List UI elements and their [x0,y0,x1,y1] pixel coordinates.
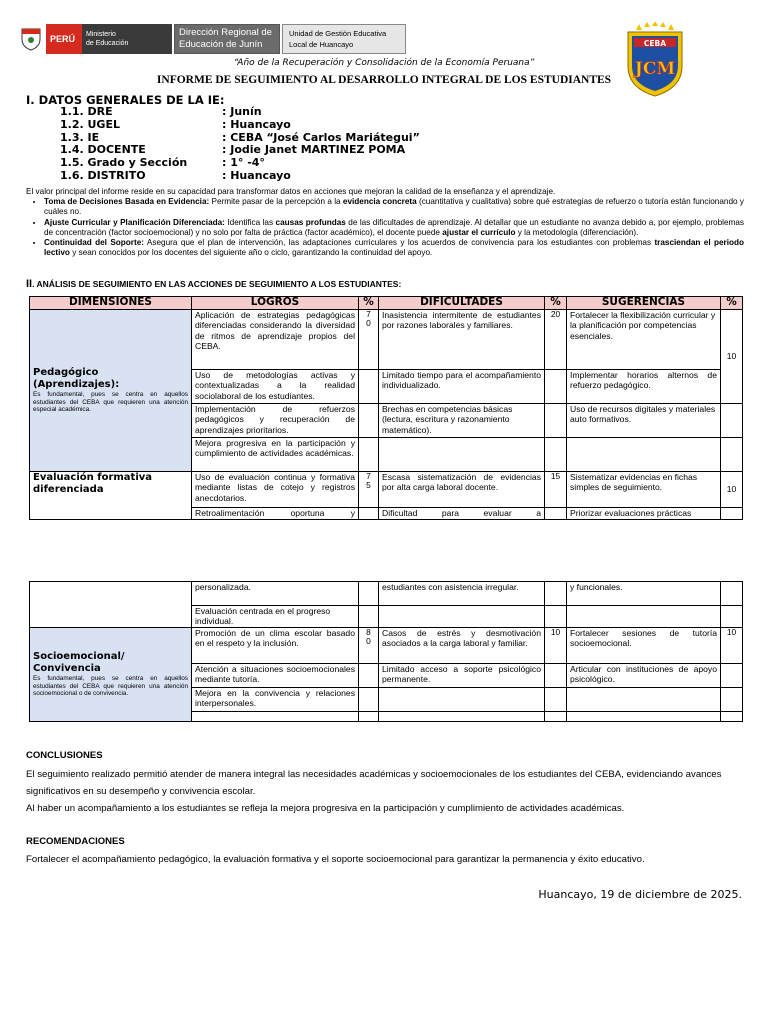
pct-cell [545,508,567,520]
sugerencia-cell: Fortalecer la flexibilización curricular y la planificación por competencias esenciales. [567,310,721,370]
dimension-desc: Es fundamental, pues se centra en aquellos estudiantes del CEBA que requieren una atención socioemocional o de convivencia. [33,675,188,698]
sugerencia-cell [567,438,721,472]
signature-date: Huancayo, 19 de diciembre de 2025. [538,888,742,901]
table-row [30,628,743,664]
bullet-text: Permite pasar de la percepción a la [209,197,343,207]
pct-cell [359,664,379,688]
dificultad-cell [379,606,545,628]
dimension-title: Pedagógico (Aprendizajes): [33,367,120,391]
data-value: : 1° -4° [222,156,265,170]
general-data-list [60,106,420,183]
dificultad-cell [379,688,545,712]
header-pct: % [359,297,379,310]
data-value: : Jodie Janet MARTINEZ POMA [222,143,406,157]
pct-cell [359,438,379,472]
sugerencia-cell: Priorizar evaluaciones prácticas [567,508,721,520]
logro-cell: Uso de metodologías activas y contextualizadas a la realidad sociolaboral de los estudiantes. [192,370,359,404]
table-row [30,582,743,606]
dificultad-cell [379,438,545,472]
intro-block [26,187,744,258]
dificultad-cell: Limitado acceso a soporte psicológico permanente. [379,664,545,688]
dimension-pedagogico [30,310,192,472]
recommendations-title: RECOMENDACIONES [26,836,125,847]
intro-bullets [26,197,744,258]
bullet-text: Asegura que el plan de intervención, las adaptaciones curriculares y los acuerdos de convivencia para los estudiantes con problemas [144,238,655,248]
pct-cell: 10 [721,472,743,508]
dificultad-cell: Brechas en competencias básicas (lectura, escritura y razonamiento matemático). [379,404,545,438]
ugel-line1: Unidad de Gestión Educativa [289,29,387,38]
bullet-title: Continuidad del Soporte: [44,238,144,248]
table-row [30,310,743,370]
bullet-bold: evidencia concreta [342,197,417,207]
logro-cell: Aplicación de estrategias pedagógicas diferenciadas considerando la diversidad de ritmos de aprendizaje propios del CEBA. [192,310,359,370]
pct-cell [359,688,379,712]
followup-table-continued [29,581,743,722]
conclusions-text [26,766,746,817]
sugerencia-cell [567,606,721,628]
institution-banner [18,24,406,54]
bullet-title: Ajuste Curricular y Planificación Diferenciada: [44,217,225,227]
bullet-bold: causas profundas [275,217,346,227]
sugerencia-cell: Fortalecer sesiones de tutoría socioemocional. [567,628,721,664]
logro-cell: Evaluación centrada en el progreso individual. [192,606,359,628]
conclusion-paragraph: Al haber un acompañamiento a los estudiantes se refleja la mejora progresiva en la participación y cumplimiento de actividades académicas. [26,803,625,814]
pct-cell [359,508,379,520]
bullet-bold: ajustar el currículo [442,227,516,237]
section2-title [26,278,401,290]
dificultad-cell: Dificultad para evaluar a [379,508,545,520]
logro-cell: Implementación de refuerzos pedagógicos y recuperación de aprendizajes prioritarios. [192,404,359,438]
table-row [30,472,743,508]
header-sugerencias: SUGERENCIAS [567,297,721,310]
conclusion-paragraph: El seguimiento realizado permitió atender de manera integral las necesidades académicas y socioemocionales de los estudiantes del CEBA, evidenciando avances significativos en su desempeño y convivencia escolar. [26,769,722,797]
pct-cell [721,688,743,712]
data-value: : Huancayo [222,117,291,131]
dificultad-cell: Escasa sistematización de evidencias por alta carga laboral docente. [379,472,545,508]
pct-cell [721,606,743,628]
bullet-continuity [44,238,744,258]
peru-shield-icon [18,24,44,54]
header-pct: % [545,297,567,310]
header-logros: LOGROS [192,297,359,310]
pct-cell: 10 [721,310,743,404]
pct-cell: 10 [545,628,567,664]
data-value: : Huancayo [222,168,291,182]
pct-cell [545,712,567,722]
data-key: 1.3. IE [60,130,100,144]
followup-table [29,296,743,520]
sugerencia-cell: Sistematizar evidencias en fichas simples de seguimiento. [567,472,721,508]
bullet-text: y sean conocidos por los docentes del siguiente año o ciclo, garantizando la continuidad del apoyo. [69,248,433,258]
sugerencia-cell [567,712,721,722]
logro-cell: Promoción de un clima escolar basado en el respeto y la inclusión. [192,628,359,664]
logro-cell [192,712,359,722]
ugel-line2: Local de Huancayo [289,40,354,49]
dimension-evaluacion-cont [30,582,192,628]
logro-cell: Retroalimentación oportuna y [192,508,359,520]
dimension-evaluacion [30,472,192,520]
pct-cell: 7 0 [359,310,379,370]
pct-cell [721,582,743,606]
pct-cell [721,712,743,722]
pct-cell [545,688,567,712]
pct-cell [545,404,567,438]
general-data-row [60,119,420,132]
data-value: : CEBA “José Carlos Mariátegui” [222,130,420,144]
pct-cell [721,438,743,472]
logo-top-text: CEBA [643,39,667,48]
pct-cell [545,664,567,688]
dificultad-cell: Casos de estrés y desmotivación asociados a la carga laboral y familiar. [379,628,545,664]
pct-cell: 15 [545,472,567,508]
logro-cell: Atención a situaciones socioemocionales mediante tutoría. [192,664,359,688]
table-header-row [30,297,743,310]
conclusions-title: CONCLUSIONES [26,750,103,761]
ministry-label [82,24,172,54]
bullet-text: y la metodología (diferenciación). [515,227,639,237]
dificultad-cell [379,712,545,722]
dre-label [174,24,280,54]
pct-cell [545,582,567,606]
sugerencia-cell [567,688,721,712]
dimension-title: Evaluación formativa diferenciada [33,472,153,495]
data-key: 1.2. UGEL [60,117,120,131]
data-value: : Junín [222,105,262,118]
intro-lead: El valor principal del informe reside en su capacidad para transformar datos en acciones que mejoran la calidad de la enseñanza y el aprendizaje. [26,187,556,196]
section2-num: II [26,278,33,290]
pct-cell [359,582,379,606]
pct-cell [359,712,379,722]
dimension-socioemocional [30,628,192,722]
pct-cell: 8 0 [359,628,379,664]
year-motto: “Año de la Recuperación y Consolidación de la Economía Peruana” [233,58,535,68]
dimension-desc: Es fundamental, pues se centra en aquellos estudiantes del CEBA que requieren una atención especial académica. [33,391,188,414]
logro-cell: Uso de evaluación continua y formativa mediante listas de cotejo y registros anecdotarios. [192,472,359,508]
pct-cell [545,370,567,404]
pct-cell [721,664,743,688]
section2-text: . ANÁLISIS DE SEGUIMIENTO EN LAS ACCIONES DE SEGUIMIENTO A LOS ESTUDIANTES: [32,279,402,289]
data-key: 1.1. DRE [60,105,113,118]
recommendation-paragraph: Fortalecer el acompañamiento pedagógico, la evaluación formativa y el soporte socioemocional para garantizar la permanencia y éxito educativo. [26,854,645,865]
report-title: INFORME DE SEGUIMIENTO AL DESARROLLO INTEGRAL DE LOS ESTUDIANTES [156,74,612,86]
dimension-title: Socioemocional/ Convivencia [33,651,125,675]
dre-line1: Dirección Regional de [179,27,272,38]
pct-cell [545,438,567,472]
ministry-line2: de Educación [86,40,129,47]
general-data-row [60,106,420,119]
data-key: 1.4. DOCENTE [60,143,146,157]
bullet-text: Identifica las [224,217,276,227]
bullet-evidence [44,197,744,217]
bullet-text: (cuantitativa y cualitativa) sobre qué estrategias de refuerzo o tutoría están funcionando y cuáles no. [44,197,744,217]
sugerencia-cell: Implementar horarios alternos de refuerzo pedagógico. [567,370,721,404]
pct-cell [721,508,743,520]
general-data-row [60,170,420,183]
sugerencia-cell: Articular con instituciones de apoyo psicológico. [567,664,721,688]
dificultad-cell: Inasistencia intermitente de estudiantes por razones laborales y familiares. [379,310,545,370]
pct-cell [359,370,379,404]
sugerencia-cell: Uso de recursos digitales y materiales auto formativos. [567,404,721,438]
data-key: 1.6. DISTRITO [60,168,146,182]
bullet-bold: trasciendan el periodo lectivo [44,238,745,258]
peru-label: PERÚ [46,24,82,54]
logro-cell: Mejora en la convivencia y relaciones interpersonales. [192,688,359,712]
dificultad-cell: estudiantes con asistencia irregular. [379,582,545,606]
pct-cell: 10 [721,628,743,664]
header-dimensions: DIMENSIONES [30,297,192,310]
section1-title: I. DATOS GENERALES DE LA IE: [26,93,225,107]
ministry-line1: Ministerio [86,31,116,38]
pct-cell: 7 5 [359,472,379,508]
pct-cell: 20 [545,310,567,370]
pct-cell [359,404,379,438]
dre-line2: Educación de Junín [179,39,263,50]
data-key: 1.5. Grado y Sección [60,156,188,170]
bullet-title: Toma de Decisiones Basada en Evidencia: [44,197,210,207]
pct-cell [359,606,379,628]
logro-cell: personalizada. [192,582,359,606]
pct-cell [721,404,743,438]
sugerencia-cell: y funcionales. [567,582,721,606]
pct-cell [545,606,567,628]
logo-mid-text: JCM [634,59,676,79]
logro-cell: Mejora progresiva en la participación y cumplimiento de actividades académicas. [192,438,359,472]
header-dificultades: DIFICULTADES [379,297,545,310]
bullet-curricular [44,218,744,238]
ugel-label [282,24,406,54]
dificultad-cell: Limitado tiempo para el acompañamiento individualizado. [379,370,545,404]
bullet-text: de las dificultades de aprendizaje. Al detallar que un estudiante no avanza debido a, por ejemplo, problemas de concentración (factor socioemocional) y no solo por falta de práctica (factor académico), el docente puede [44,217,745,237]
header-pct: % [721,297,743,310]
